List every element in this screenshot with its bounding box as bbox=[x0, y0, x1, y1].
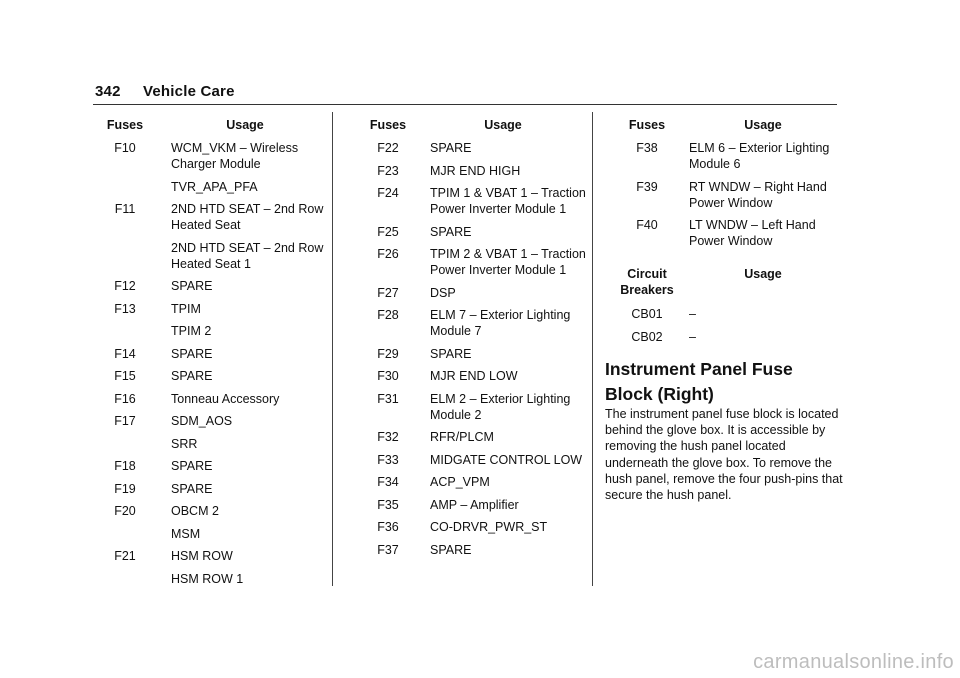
fuse-usage: SRR bbox=[171, 436, 198, 451]
fuse-id: F11 bbox=[114, 202, 136, 216]
table-header-fuses: Fuses bbox=[369, 118, 407, 132]
fuse-id: F12 bbox=[114, 279, 136, 293]
fuse-usage: AMP – Amplifier bbox=[430, 497, 519, 512]
fuse-usage: TPIM bbox=[171, 301, 201, 316]
fuse-id: F31 bbox=[377, 391, 399, 406]
fuse-usage: 2ND HTD SEAT – 2nd Row Heated Seat bbox=[171, 202, 324, 232]
page-header bbox=[95, 83, 235, 100]
section-title: Instrument Panel Fuse Block (Right) bbox=[605, 359, 793, 404]
table-header-usage: Usage bbox=[744, 267, 782, 281]
fuse-id: CB01 bbox=[631, 307, 663, 321]
fuse-usage: MSM bbox=[171, 526, 201, 541]
fuse-usage: SPARE bbox=[171, 346, 213, 361]
fuse-usage: MJR END HIGH bbox=[430, 163, 521, 178]
fuse-usage: SPARE bbox=[430, 224, 472, 239]
fuse-id: F17 bbox=[114, 414, 136, 428]
fuse-usage: CO-DRVR_PWR_ST bbox=[430, 520, 548, 534]
fuse-usage: WCM_VKM – Wireless Charger Module bbox=[171, 141, 299, 171]
fuse-id: F36 bbox=[377, 520, 399, 534]
fuse-usage: SPARE bbox=[171, 481, 213, 496]
fuse-id: F29 bbox=[377, 346, 399, 361]
fuse-usage: SPARE bbox=[430, 141, 472, 155]
fuse-usage: – bbox=[689, 307, 696, 321]
fuse-id: F10 bbox=[114, 141, 136, 155]
fuse-usage: RT WNDW – Right Hand Power Window bbox=[689, 179, 827, 210]
fuse-usage: HSM ROW 1 bbox=[171, 571, 244, 586]
fuse-id: F38 bbox=[636, 141, 658, 155]
fuse-usage: ELM 6 – Exterior Lighting Module 6 bbox=[689, 141, 830, 171]
fuse-id: F33 bbox=[377, 452, 399, 467]
section-name: Vehicle Care bbox=[143, 83, 235, 100]
table-header-circuit-breakers: Circuit Breakers bbox=[620, 267, 674, 297]
fuse-usage: Tonneau Accessory bbox=[171, 391, 280, 406]
fuse-usage: OBCM 2 bbox=[171, 504, 219, 518]
fuse-id: F23 bbox=[377, 163, 399, 178]
fuse-id: CB02 bbox=[631, 329, 663, 344]
fuse-usage: HSM ROW bbox=[171, 549, 233, 563]
fuse-id: F32 bbox=[377, 430, 399, 444]
fuse-id: F27 bbox=[377, 285, 399, 300]
fuse-usage: – bbox=[689, 329, 696, 344]
fuse-usage: SPARE bbox=[171, 279, 213, 293]
fuse-id: F39 bbox=[636, 179, 658, 194]
fuse-usage: SPARE bbox=[171, 369, 213, 383]
fuse-usage: TPIM 1 & VBAT 1 – Traction Power Inverter Module 1 bbox=[430, 186, 586, 216]
fuse-id: F28 bbox=[377, 308, 399, 322]
fuse-usage: 2ND HTD SEAT – 2nd Row Heated Seat 1 bbox=[171, 240, 324, 271]
fuse-id: F15 bbox=[114, 369, 136, 383]
fuse-id: F14 bbox=[114, 346, 136, 361]
column-divider-1 bbox=[332, 112, 333, 586]
fuse-id: F30 bbox=[377, 369, 399, 383]
watermark: carmanualsonline.info bbox=[753, 651, 954, 673]
fuse-usage: RFR/PLCM bbox=[430, 430, 494, 444]
table-header-usage: Usage bbox=[484, 118, 522, 132]
fuse-usage: MJR END LOW bbox=[430, 369, 518, 383]
fuse-usage: TVR_APA_PFA bbox=[171, 179, 258, 194]
fuse-usage: SDM_AOS bbox=[171, 414, 233, 428]
section-body: The instrument panel fuse block is located behind the glove box. It is accessible by removing the hush panel located underneath the glove box. To remove the hush panel, remove the four push-pins that secure the hush panel. bbox=[605, 407, 843, 503]
fuse-id: F16 bbox=[114, 391, 136, 406]
fuse-usage: DSP bbox=[430, 285, 456, 300]
fuse-usage: MIDGATE CONTROL LOW bbox=[430, 452, 583, 467]
fuse-usage: SPARE bbox=[430, 542, 472, 557]
fuse-id: F25 bbox=[377, 224, 399, 239]
fuse-id: F37 bbox=[377, 542, 399, 557]
fuse-usage: LT WNDW – Left Hand Power Window bbox=[689, 218, 816, 248]
fuse-id: F19 bbox=[114, 481, 136, 496]
table-header-usage: Usage bbox=[744, 118, 782, 132]
fuse-usage: ACP_VPM bbox=[430, 475, 490, 489]
fuse-id: F13 bbox=[114, 301, 136, 316]
fuse-id: F35 bbox=[377, 497, 399, 512]
fuse-id: F24 bbox=[377, 186, 399, 200]
table-header-fuses: Fuses bbox=[628, 118, 666, 132]
fuse-id: F34 bbox=[377, 475, 399, 489]
fuse-usage: TPIM 2 bbox=[171, 324, 212, 338]
table-header-fuses: Fuses bbox=[106, 118, 144, 132]
fuse-usage: ELM 7 – Exterior Lighting Module 7 bbox=[430, 308, 571, 338]
page-number: 342 bbox=[95, 83, 121, 100]
fuse-usage: TPIM 2 & VBAT 1 – Traction Power Inverter Module 1 bbox=[430, 247, 586, 277]
fuse-usage: ELM 2 – Exterior Lighting Module 2 bbox=[430, 391, 571, 422]
fuse-usage: SPARE bbox=[430, 346, 472, 361]
fuse-id: F40 bbox=[636, 218, 658, 232]
fuse-id: F21 bbox=[114, 549, 136, 563]
fuse-id: F18 bbox=[114, 459, 136, 473]
table-header-usage: Usage bbox=[226, 118, 264, 132]
header-rule bbox=[93, 104, 837, 105]
fuse-id: F20 bbox=[114, 504, 136, 518]
fuse-id: F26 bbox=[377, 247, 399, 261]
fuse-usage: SPARE bbox=[171, 459, 213, 473]
fuse-id: F22 bbox=[377, 141, 399, 155]
